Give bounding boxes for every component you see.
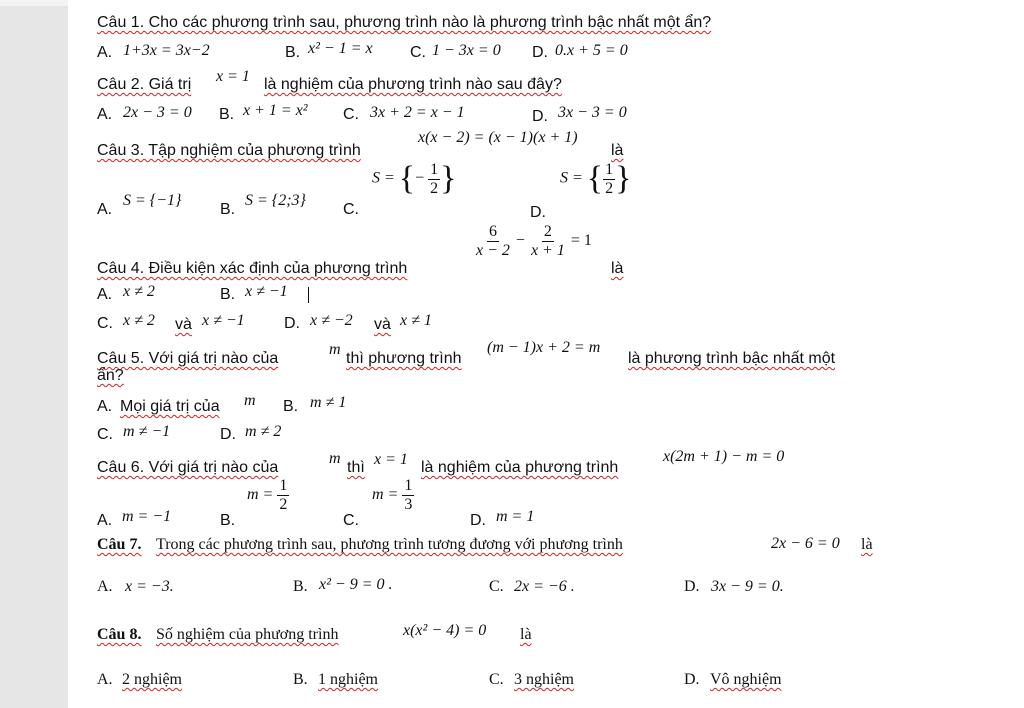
q2-option-d: 3x − 3 = 0 <box>558 104 627 121</box>
q6-option-b-label: B. <box>220 512 236 529</box>
q3-option-d-label: D. <box>530 204 546 221</box>
question-2-title-start: Câu 2. Giá trị <box>97 76 192 93</box>
question-4-title-end: là <box>611 260 624 277</box>
question-5-title-mid: thì phương trình <box>346 350 462 367</box>
question-8-title-end: là <box>520 626 532 643</box>
question-5-title-continued: ẩn? <box>97 367 124 384</box>
question-4-title-start: Câu 4. Điều kiện xác định của phương trình <box>97 260 408 277</box>
q3-option-a: S = {−1} <box>123 192 182 209</box>
q6-option-c-label: C. <box>343 512 359 529</box>
fraction-denominator: x − 2 <box>476 241 510 259</box>
question-5-title-end: là phương trình bậc nhất một <box>628 350 836 367</box>
q5-option-d: m ≠ 2 <box>245 423 282 440</box>
question-3-title-start: Câu 3. Tập nghiệm của phương trình <box>97 142 361 159</box>
q4-option-c-part-1: x ≠ 2 <box>123 312 155 329</box>
q7-option-d: 3x − 9 = 0. <box>711 578 784 595</box>
fraction-denominator: 2 <box>430 179 439 197</box>
question-6-variable: m <box>329 450 341 467</box>
q2-option-d-label: D. <box>532 108 548 125</box>
q6-option-a: m = −1 <box>122 508 172 525</box>
question-7-number: Câu 7. <box>97 536 142 553</box>
question-3-title-end: là <box>611 142 624 159</box>
q4-rhs: = 1 <box>570 231 592 249</box>
q4-option-c-part-2: x ≠ −1 <box>202 312 245 329</box>
fraction-numerator: 2 <box>543 223 552 240</box>
q4-option-d-label: D. <box>284 315 300 332</box>
q3-option-b: S = {2;3} <box>245 192 306 209</box>
q4-option-d-part-2: x ≠ 1 <box>400 312 432 329</box>
q3-option-d <box>560 160 631 198</box>
question-6-title-end: là nghiệm của phương trình <box>421 459 619 476</box>
q3-c-fraction <box>428 161 440 197</box>
q4-option-d-and: và <box>374 316 391 333</box>
q7-option-c: 2x = −6 . <box>514 578 575 595</box>
q1-option-b-label: B. <box>285 44 301 61</box>
q7-option-d-label: D. <box>684 578 700 595</box>
q4-option-c-and: và <box>175 316 192 333</box>
question-5-equation: (m − 1)x + 2 = m <box>487 339 601 356</box>
question-6-equation: x(2m + 1) − m = 0 <box>663 448 785 465</box>
question-2-title-end: là nghiệm của phương trình nào sau đây? <box>264 76 562 93</box>
q8-option-d-label: D. <box>684 671 700 688</box>
q4-fraction-2 <box>529 223 567 259</box>
question-1-title: Câu 1. Cho các phương trình sau, phương trình nào là phương trình bậc nhất một ẩn? <box>97 14 712 31</box>
question-7-equation: 2x − 6 = 0 <box>771 535 840 552</box>
q8-option-c: 3 nghiệm <box>514 671 574 688</box>
open-brace-glyph: { <box>398 160 416 197</box>
q8-option-a-label: A. <box>97 671 113 688</box>
fraction-denominator: 3 <box>404 495 413 513</box>
q5-option-b-label: B. <box>283 398 299 415</box>
text-cursor <box>308 287 309 303</box>
fraction-numerator: 1 <box>404 477 413 494</box>
q2-option-b-label: B. <box>219 106 235 123</box>
question-7-title: Trong các phương trình sau, phương trình tương đương với phương trình <box>156 536 623 553</box>
fraction-numerator: 1 <box>605 160 614 178</box>
question-6-value: x = 1 <box>374 451 408 468</box>
question-6-title-mid: thì <box>347 459 365 476</box>
open-brace-glyph: { <box>586 160 604 197</box>
q4-option-a-label: A. <box>97 286 113 303</box>
fraction-numerator: 6 <box>488 223 497 240</box>
question-8-number: Câu 8. <box>97 626 142 643</box>
q1-option-a-label: A. <box>97 44 113 61</box>
q6-b-fraction <box>277 477 289 513</box>
q4-fraction-1 <box>474 223 512 259</box>
q7-option-a-label: A. <box>97 578 113 595</box>
fraction-denominator: 2 <box>279 495 288 513</box>
q3-c-prefix: S = <box>372 169 395 187</box>
q5-option-a-label: A. <box>97 398 113 415</box>
q6-option-d: m = 1 <box>496 508 535 525</box>
q1-option-d: 0.x + 5 = 0 <box>555 42 628 59</box>
q6-option-a-label: A. <box>97 512 113 529</box>
q1-option-c-label: C. <box>410 44 426 61</box>
q7-option-a: x = −3. <box>125 578 174 595</box>
question-3-equation: x(x − 2) = (x − 1)(x + 1) <box>418 129 578 146</box>
q8-option-b: 1 nghiệm <box>318 671 378 688</box>
close-brace-glyph: } <box>615 160 632 197</box>
q5-option-c-label: C. <box>97 426 113 443</box>
q1-option-c: 1 − 3x = 0 <box>432 42 501 59</box>
q5-option-d-label: D. <box>220 426 236 443</box>
close-brace-glyph: } <box>440 160 457 197</box>
question-8-equation: x(x² − 4) = 0 <box>403 622 487 639</box>
q5-option-a-variable: m <box>244 392 256 409</box>
q6-option-d-label: D. <box>470 512 486 529</box>
q6-c-fraction <box>402 477 414 513</box>
q2-option-b: x + 1 = x² <box>243 102 308 119</box>
q1-option-d-label: D. <box>532 44 548 61</box>
q8-option-d: Vô nghiệm <box>710 671 782 688</box>
q6-b-prefix: m = <box>247 485 274 503</box>
question-5-title-start: Câu 5. Với giá trị nào của <box>97 350 279 367</box>
question-4-equation <box>474 223 592 259</box>
q6-c-prefix: m = <box>372 485 399 503</box>
fraction-denominator: 2 <box>605 179 614 197</box>
q1-option-a: 1+3x = 3x−2 <box>123 42 210 59</box>
q5-option-c: m ≠ −1 <box>123 423 171 440</box>
q8-option-b-label: B. <box>293 671 308 688</box>
q3-option-b-label: B. <box>220 201 236 218</box>
q3-d-prefix: S = <box>560 169 583 187</box>
fraction-numerator: 1 <box>279 477 288 494</box>
q8-option-a: 2 nghiệm <box>122 671 182 688</box>
q2-option-a: 2x − 3 = 0 <box>123 104 192 121</box>
question-8-title: Số nghiệm của phương trình <box>156 626 339 643</box>
q7-option-c-label: C. <box>489 578 504 595</box>
question-7-title-end: là <box>861 536 873 553</box>
q7-option-b-label: B. <box>293 578 308 595</box>
q2-option-c-label: C. <box>343 106 359 123</box>
fraction-numerator: 1 <box>430 160 439 178</box>
q4-option-c-label: C. <box>97 315 113 332</box>
q5-option-a-text: Mọi giá trị của <box>120 398 220 415</box>
q7-option-b: x² − 9 = 0 . <box>319 576 393 593</box>
q3-option-a-label: A. <box>97 201 113 218</box>
fraction-denominator: x + 1 <box>530 241 565 259</box>
q4-option-b-label: B. <box>220 286 236 303</box>
q2-option-a-label: A. <box>97 106 113 123</box>
q5-option-b: m ≠ 1 <box>310 394 347 411</box>
q2-option-c: 3x + 2 = x − 1 <box>370 104 465 121</box>
q1-option-b: x² − 1 = x <box>308 40 373 57</box>
q3-c-sign: − <box>415 169 425 187</box>
question-5-variable: m <box>329 341 341 358</box>
q6-option-c <box>372 477 414 513</box>
q8-option-c-label: C. <box>489 671 504 688</box>
q4-option-d-part-1: x ≠ −2 <box>310 312 353 329</box>
question-2-value: x = 1 <box>216 68 250 85</box>
q3-option-c <box>372 160 456 198</box>
q3-d-fraction <box>603 161 615 197</box>
q4-option-b: x ≠ −1 <box>245 283 288 300</box>
q4-option-a: x ≠ 2 <box>123 283 155 300</box>
q4-minus: − <box>515 231 525 249</box>
q3-option-c-label: C. <box>343 201 359 218</box>
question-6-title-start: Câu 6. Với giá trị nào của <box>97 459 279 476</box>
q6-option-b <box>247 477 289 513</box>
